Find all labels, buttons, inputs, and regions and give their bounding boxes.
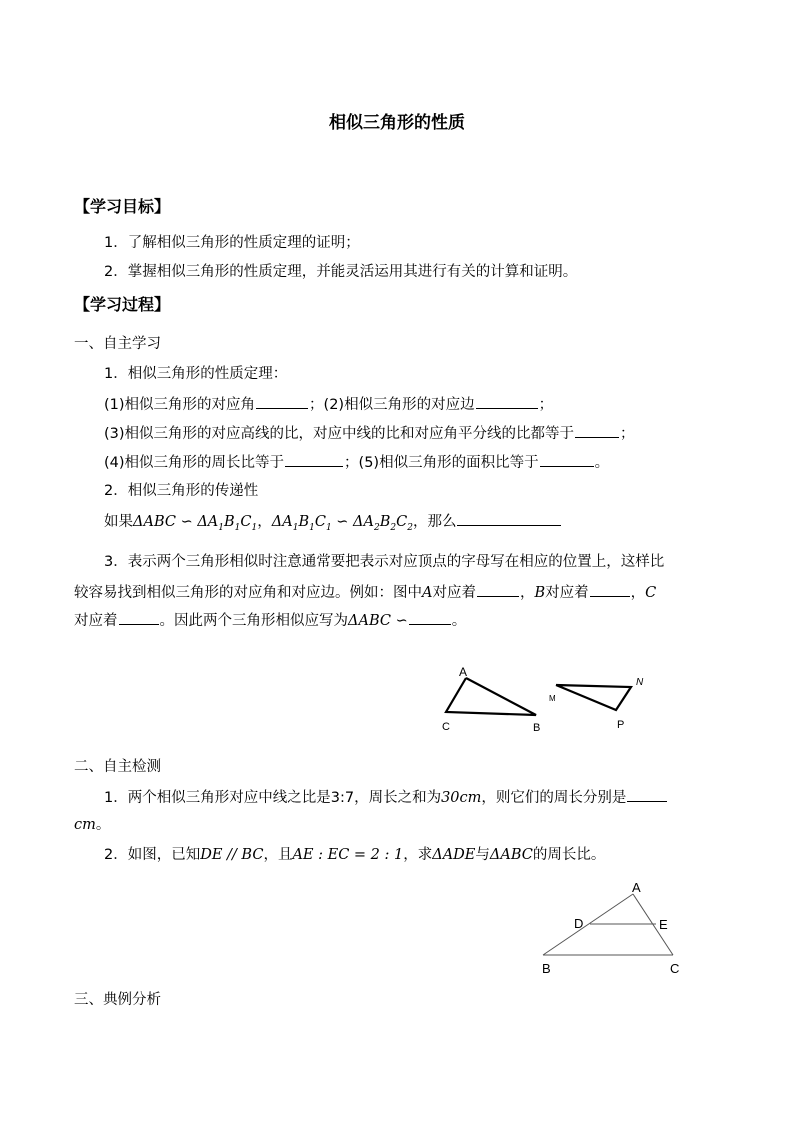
vertex-c: C xyxy=(645,585,657,601)
check-q1-line-1 xyxy=(104,787,668,808)
q3-text: ， xyxy=(519,585,535,601)
answer-blank[interactable] xyxy=(476,394,538,409)
answer-blank[interactable] xyxy=(575,423,619,438)
check-q2-text: 与 xyxy=(475,847,490,863)
check-q2-text: 2．如图，已知 xyxy=(104,847,201,863)
answer-blank[interactable] xyxy=(540,452,594,467)
label-p: P xyxy=(617,719,625,731)
check-q1-text: ，则它们的周长分别是 xyxy=(481,790,627,806)
vertex-b: B xyxy=(534,585,546,601)
triangle-abc-name: ΔABC xyxy=(489,847,533,863)
q1-line-a xyxy=(104,394,553,415)
part3-heading: 三、典例分析 xyxy=(74,992,161,1008)
answer-blank[interactable] xyxy=(409,610,451,625)
q3-line-2 xyxy=(74,582,656,603)
check-q1-line-2 xyxy=(74,815,110,835)
label-n: N xyxy=(636,677,644,688)
check-q2-text: ，且 xyxy=(263,847,293,863)
label-c: C xyxy=(442,721,450,733)
label-m: M xyxy=(549,694,556,703)
q1-a-sep: ；(2)相似三角形的对应边 xyxy=(309,397,475,413)
q1-c-end: 。 xyxy=(594,455,610,471)
q3-line-3 xyxy=(74,610,466,631)
similarity-formula-1: ΔABC ∽ $\Delta A_1B_1C_1$ xyxy=(133,514,258,533)
unit-cm: cm xyxy=(74,817,96,833)
objectives-heading: 【学习目标】 xyxy=(74,197,171,216)
label-d: D xyxy=(574,916,584,931)
check-q2 xyxy=(104,845,605,865)
vertex-a: A xyxy=(422,585,433,601)
objective-1: 1．了解相似三角形的性质定理的证明； xyxy=(104,235,360,251)
answer-blank[interactable] xyxy=(590,582,630,597)
q1-c-sep: ；(5)相似三角形的面积比等于 xyxy=(344,455,539,471)
label-e: E xyxy=(659,917,668,932)
q3-text: 对应着 xyxy=(545,585,589,601)
parallel-statement: DE // BC xyxy=(200,847,264,863)
figure-triangle-de-bc xyxy=(530,876,700,980)
q2-then: ，那么 xyxy=(412,514,457,530)
answer-blank[interactable] xyxy=(457,511,561,526)
check-q1-end: 。 xyxy=(95,817,111,833)
part2-heading: 二、自主检测 xyxy=(74,759,161,775)
process-heading: 【学习过程】 xyxy=(74,295,171,314)
label-b: B xyxy=(533,722,541,734)
label-b: B xyxy=(542,961,551,976)
label-a: A xyxy=(459,665,468,679)
answer-blank[interactable] xyxy=(256,394,308,409)
q3-text: 较容易找到相似三角形的对应角和对应边。例如：图中 xyxy=(74,585,422,601)
check-q2-text: 的周长比。 xyxy=(532,847,606,863)
q2-comma: ， xyxy=(257,514,272,530)
q1-title: 1．相似三角形的性质定理： xyxy=(104,366,288,382)
q3-text: 。 xyxy=(451,613,467,629)
part1-heading: 一、自主学习 xyxy=(74,336,161,352)
perimeter-value: 30cm xyxy=(441,790,482,806)
q3-text: ， xyxy=(630,585,646,601)
label-c: C xyxy=(670,961,680,976)
q2-statement xyxy=(104,511,562,538)
q1-b-end: ； xyxy=(620,426,635,442)
q1-line-c xyxy=(104,452,609,473)
answer-blank[interactable] xyxy=(477,582,519,597)
q1-a-end: ； xyxy=(538,397,554,413)
q3-text: 对应着 xyxy=(74,613,118,629)
q3-line-1: 3．表示两个三角形相似时注意通常要把表示对应顶点的字母写在相应的位置上，这样比 xyxy=(104,554,665,570)
check-q1-text: ，周长之和为 xyxy=(354,790,442,806)
objective-2: 2．掌握相似三角形的性质定理，并能灵活运用其进行有关的计算和证明。 xyxy=(104,264,578,280)
q3-text: 对应着 xyxy=(432,585,476,601)
figure-similar-triangles xyxy=(436,660,666,740)
triangle-mnp xyxy=(556,685,631,710)
q1-b1: (3)相似三角形的对应高线的比，对应中线的比和对应角平分线的比都等于 xyxy=(104,426,575,442)
check-q1-text: 1．两个相似三角形对应中线之比是 xyxy=(104,790,331,806)
q1-line-b xyxy=(104,423,635,444)
ratio-statement: AE : EC = 2 : 1 xyxy=(292,847,404,863)
similarity-formula-3: ΔABC ∽ xyxy=(348,613,408,629)
answer-blank[interactable] xyxy=(285,452,343,467)
ratio-value: 3:7 xyxy=(330,790,355,806)
similarity-formula-2: $\Delta A_1B_1C_1$ ∽ $\Delta A_2B_2C_2$ xyxy=(271,514,413,533)
check-q2-text: ，求 xyxy=(403,847,433,863)
triangle-abc xyxy=(446,678,536,715)
q3-text: 。因此两个三角形相似应写为 xyxy=(159,613,348,629)
answer-blank[interactable] xyxy=(627,787,667,802)
q1-c1: (4)相似三角形的周长比等于 xyxy=(104,455,285,471)
answer-blank[interactable] xyxy=(119,610,159,625)
q2-title: 2．相似三角形的传递性 xyxy=(104,483,259,499)
label-a: A xyxy=(632,880,641,895)
q2-prefix: 如果 xyxy=(104,514,133,530)
q1-a1: (1)相似三角形的对应角 xyxy=(104,397,256,413)
triangle-ade: ΔADE xyxy=(432,847,476,863)
page-title: 相似三角形的性质 xyxy=(329,113,465,133)
